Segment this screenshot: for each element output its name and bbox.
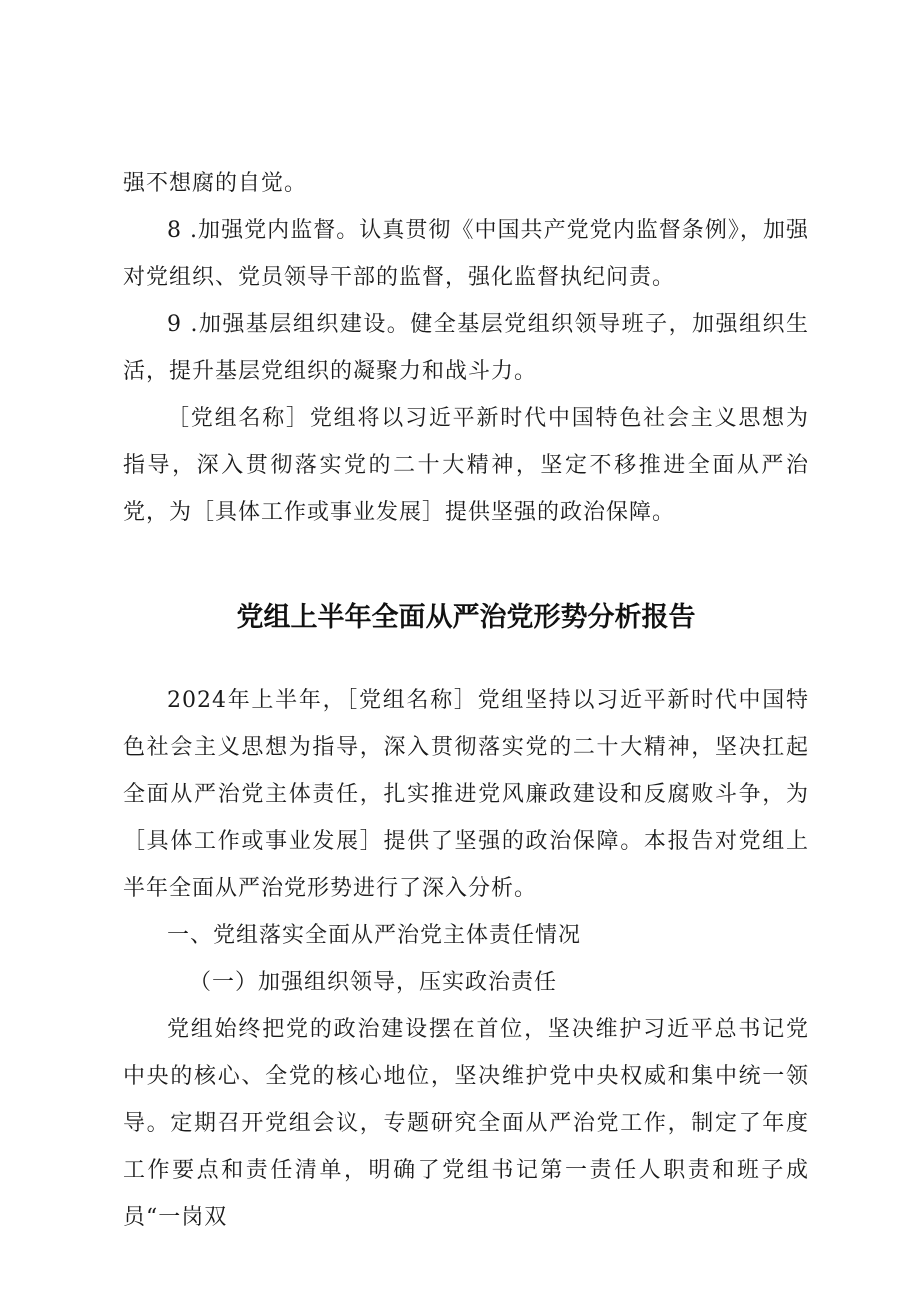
paragraph-continuation: 强不想腐的自觉。 bbox=[123, 171, 308, 196]
document-page bbox=[123, 160, 809, 1241]
spacer bbox=[123, 653, 809, 677]
report-title: 党组上半年全面从严治党形势分析报告 bbox=[236, 602, 696, 633]
paragraph-conclusion: ［党组名称］党组将以习近平新时代中国特色社会主义思想为指导，深入贯彻落实党的二十大精神，坚定不移推进全面从严治党，为［具体工作或事业发展］提供坚强的政治保障。 bbox=[123, 406, 809, 525]
paragraph-intro: 2024年上半年，［党组名称］党组坚持以习近平新时代中国特色社会主义思想为指导，深入贯彻落实党的二十大精神，坚决扛起全面从严治党主体责任，扎实推进党风廉政建设和反腐败斗争，为［具体工作或事业发展］提供了坚强的政治保障。本报告对党组上半年全面从严治党形势进行了深入分析。 bbox=[123, 688, 809, 901]
paragraph-item-8: 8 .加强党内监督。认真贯彻《中国共产党党内监督条例》，加强对党组织、党员领导干部的监督，强化监督执纪问责。 bbox=[123, 218, 809, 290]
subsection-heading-1: （一）加强组织领导，压实政治责任 bbox=[189, 970, 558, 995]
paragraph-item-9: 9 .加强基层组织建设。健全基层党组织领导班子，加强组织生活，提升基层党组织的凝聚力和战斗力。 bbox=[123, 312, 809, 384]
paragraph-body: 党组始终把党的政治建设摆在首位，坚决维护习近平总书记党中央的核心、全党的核心地位，坚决维护党中央权威和集中统一领导。定期召开党组会议，专题研究全面从严治党工作，制定了年度工作要点和责任清单，明确了党组书记第一责任人职责和班子成员“一岗双 bbox=[123, 1017, 809, 1230]
section-heading-1: 一、党组落实全面从严治党主体责任情况 bbox=[167, 923, 582, 948]
